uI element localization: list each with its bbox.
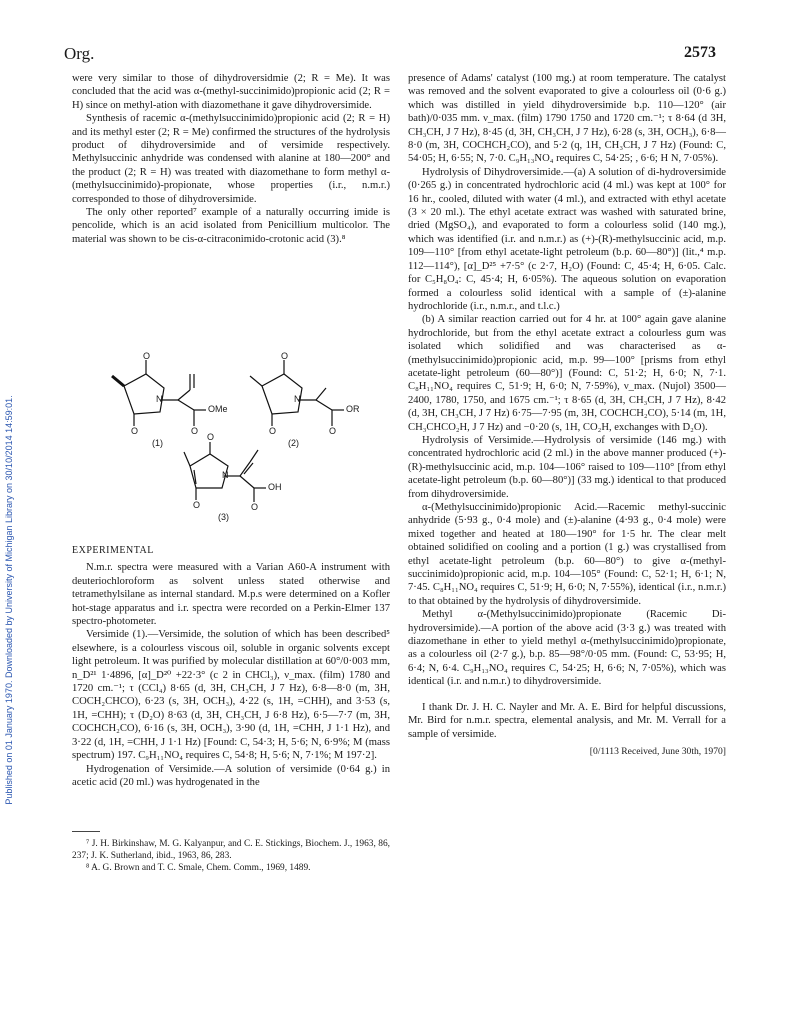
left-column <box>72 72 390 246</box>
atom-o: O <box>143 351 151 361</box>
section-heading: EXPERIMENTAL <box>72 545 154 556</box>
paragraph: Hydrolysis of Versimide.—Hydrolysis of versimide (146 mg.) with concentrated hydrochloric acid (2 ml.) in the above manner produced (+)-(R)-methylsuccinic acid, m.p. 104—106° raised to 109—110° [from ethyl acetate-light petroleum (b.p. 60—80°)] (33 mg.) identical to that produced from dihydroversimide. <box>408 434 726 500</box>
paragraph: were very similar to those of dihydroversidmie (2; R = Me). It was concluded that the acid was α-(methyl-succinimido)propionic acid (2; R = H) since on methyl-ation with diazomethane it gave dihydroversimide. <box>72 73 390 111</box>
acknowledgement: I thank Dr. J. H. C. Nayler and Mr. A. E. Bird for helpful discussions, Mr. Bird for n.m.r. spectra, elemental analysis, and Mr. M. Verrall for a sample of versimide. <box>408 701 726 740</box>
chemical-structures-figure <box>72 342 390 532</box>
atom-o: O <box>269 426 277 436</box>
atom-n: N <box>294 394 301 404</box>
atom-o: O <box>329 426 337 436</box>
or-label: OR <box>346 404 360 414</box>
structure-label-1: (1) <box>152 438 163 448</box>
paragraph: Synthesis of racemic α-(methylsuccinimido)propionic acid (2; R = H) and its methyl ester (2; R = Me) confirmed the structures of the hydrolysis product of dihydroversimide and of versimide respectively. Methylsuccinic anhydride was condensed with alanine at 180—200° and the product (2; R = H) was treated with diazomethane to form methyl α-(methylsuccinimido)-propionate, whose properties (i.r., n.m.r.) corresponded to those of dihydroversimide. <box>72 113 390 205</box>
paragraph: Hydrolysis of Dihydroversimide.—(a) A solution of di-hydroversimide (0·265 g.) in concentrated hydrochloric acid (4 ml.) was kept at 100° for 16 hr., cooled, diluted with water (4 ml.), and extracted with ethyl acetate (3 × 20 ml.). The ethyl acetate extract was washed with saturated brine, dried (MgSO₄), and evaporated to form a colourless solid (140 mg.), which was identified (i.r. and n.m.r.) as (+)-(R)-methylsuccinic acid, m.p. 109—110° [from ethyl acetate-light petroleum (b.p. 60—80°)] (lit.,⁴ m.p. 112—114°), [α]_D²⁵ +7·5° (c 2·7, H₂O) (Found: C, 45·4; H, 6·05. Calc. for C₅H₈O₄: C, 45·4; H, 6·05%). The aqueous solution on evaporation formed a colourless solid identical with a sample of (±)-alanine hydrochloride (i.r., n.m.r., and t.l.c.) <box>408 166 726 312</box>
paragraph: N.m.r. spectra were measured with a Varian A60-A instrument with deuteriochloroform as solvent unless stated otherwise and tetramethylsilane as internal standard. M.p.s were determined on a Kofler hot-stage apparatus and i.r. spectra were recorded on a Perkin-Elmer 137 spectro-photometer. <box>72 562 390 628</box>
download-stamp-text[interactable]: Published on 01 January 1970. Downloaded by University of Michigan Library on 30/10/2014 14:59:01. <box>4 395 14 805</box>
atom-o: O <box>131 426 139 436</box>
page-number: 2573 <box>684 44 716 61</box>
hydroxyl-label: OH <box>268 482 282 492</box>
atom-n: N <box>222 470 229 480</box>
atom-o: O <box>251 502 259 512</box>
structures-drawing <box>72 342 390 532</box>
paragraph: α-(Methylsuccinimido)propionic Acid.—Racemic methyl-succinic anhydride (5·93 g., 0·4 mole) and (±)-alanine (4·93 g., 0·4 mole) were mixed together and heated at 180—190° for 1·5 hr. The clear melt obtained solidified on cooling and a portion (1 g.) was crystallised from ethyl acetate-light petroleum (b.p. 60—80°) to give α-(methyl-succinimido)propionic acid, m.p. 104—105° (Found: C, 52·1; H, 6·1; N, 7·45. C₈H₁₁NO₄ requires C, 51·9; H, 6·0; N, 7·55%), identical (i.r., n.m.r.) to that obtained by the hydrolysis of dihydroversimide. <box>408 502 726 607</box>
atom-o: O <box>207 432 215 442</box>
paragraph: Methyl α-(Methylsuccinimido)propionate (Racemic Di-hydroversimide).—A portion of the above acid (3·3 g.) was treated with diazomethane in ether to yield methyl α-(methylsuccinimido)propionate, as a colourless oil (2·7 g.), b.p. 85—98°/0·05 mm. (Found: C, 53·95; H, 6·4; N, 6·4. C₉H₁₃NO₄ requires C, 54·25; H, 6·6; N, 7·05%), which was identical (i.r. and n.m.r.) to dihydroversimide. <box>408 609 726 688</box>
atom-o: O <box>281 351 289 361</box>
paragraph: Hydrogenation of Versimide.—A solution of versimide (0·64 g.) in acetic acid (20 ml.) was hydrogenated in the <box>72 763 390 788</box>
right-column <box>408 72 726 758</box>
footnote: ⁷ J. H. Birkinshaw, M. G. Kalyanpur, and C. E. Stickings, Biochem. J., 1963, 86, 237; J. K. Sutherland, ibid., 1963, 86, 283. <box>72 839 390 861</box>
paragraph: The only other reported⁷ example of a naturally occurring imide is pencolide, which is an acid isolated from Penicillium multicolor. The material was shown to be cis-α-citraconimido-crotonic acid (3).⁸ <box>72 207 390 245</box>
experimental-section <box>72 534 390 789</box>
footnote: ⁸ A. G. Brown and T. C. Smale, Chem. Comm., 1969, 1489. <box>86 863 311 873</box>
journal-running-head: Org. <box>64 44 95 63</box>
paragraph: presence of Adams' catalyst (100 mg.) at room temperature. The catalyst was removed and the solvent evaporated to give a colourless oil (0·6 g.) which was distilled in yield dihydroversimide b.p. 110—120° (air bath)/0·035 mm. ν_max. (film) 1790 1750 and 1720 cm.⁻¹; τ 8·64 (d 3H, CH₃CH, J 7 Hz), 8·45 (d, 3H, CH₃CH, J 7 Hz), 6·28 (s, 3H, OCH₃), 6·8—8·0 (m, 3H, COCHCH₂CO), and 5·2 (q, 1H, CH₃CH, J 7 Hz) (Found: C, 54·05; H, 6·55; N, 7·0. C₉H₁₃NO₄ requires C, 54·25; , 6·6; H N, 7·05%). <box>408 73 726 165</box>
structure-label-2: (2) <box>288 438 299 448</box>
paragraph: (b) A similar reaction carried out for 4 hr. at 100° again gave alanine hydrochloride, but from the ethyl acetate extract a colourless gum was isolated which solidified and was characterised as α-(methylsuccinimido)propionic acid, m.p. 99—100° [prisms from ethyl acetate-light petroleum (60—80°)] (Found: C, 51·2; H, 6·0; N, 7·1. C₈H₁₁NO₄ requires C, 51·9; H, 6·0; N, 7·59%), ν_max. (Nujol) 3500—2400, 1780, 1750, and 1675 cm.⁻¹; τ 8·65 (d, 3H, CH₃CH, J 7 Hz), 8·42 (d, 3H, CH₃CH, J 7 Hz) 6·75—7·95 (m, 3H, COCHCH₂CO), 5·14 (m, 1H, CH₃CHCO₂H, J 7 Hz) and −0·20 (s, 1H, CO₂H, exchanges with D₂O). <box>408 314 726 433</box>
paragraph: Versimide (1).—Versimide, the solution of which has been described⁵ elsewhere, is a colourless viscous oil, soluble in organic solvents except light petroleum. It was purified by molecular distillation at 60°/0·003 mm, n_D²¹ 1·4896, [α]_D²⁰ +22·3° (c 2 in CHCl₃), ν_max. (film) 1780 and 1720 cm.⁻¹; τ (CCl₄) 8·65 (d, 3H, CH₃CH, J 7 Hz), 6·8—8·0 (m, 3H, COCH₂CHCO), 6·23 (s, 3H, OCH₃), 4·22 (s, 1H, =CHH), and 3·53 (s, 1H, =CHH); τ (D₂O) 8·63 (d, 3H, CH₃CH, J 6·8 Hz), 6·5—7·7 (m, 3H, COCHCH₂CO), 6·16 (s, 3H, OCH₃), 3·90 (d, 1H, =CHH, J 1·1 Hz), and 3·22 (d, 1H, =CHH, J 1·1 Hz) [Found: C, 54·3; H, 5·6; N, 6·9%; M (mass spectrum) 197. C₉H₁₁NO₄ requires C, 54·8; H, 5·6; N, 7·1%; M 197·2]. <box>72 629 390 762</box>
atom-n: N <box>156 394 163 404</box>
structure-label-3: (3) <box>218 512 229 522</box>
download-stamp <box>2 180 16 1020</box>
footnotes <box>72 838 390 874</box>
atom-o: O <box>191 426 199 436</box>
methoxy-label: OMe <box>208 404 228 414</box>
atom-o: O <box>193 500 201 510</box>
footnote-rule <box>72 831 100 832</box>
received-date: [0/1113 Received, June 30th, 1970] <box>589 745 726 757</box>
